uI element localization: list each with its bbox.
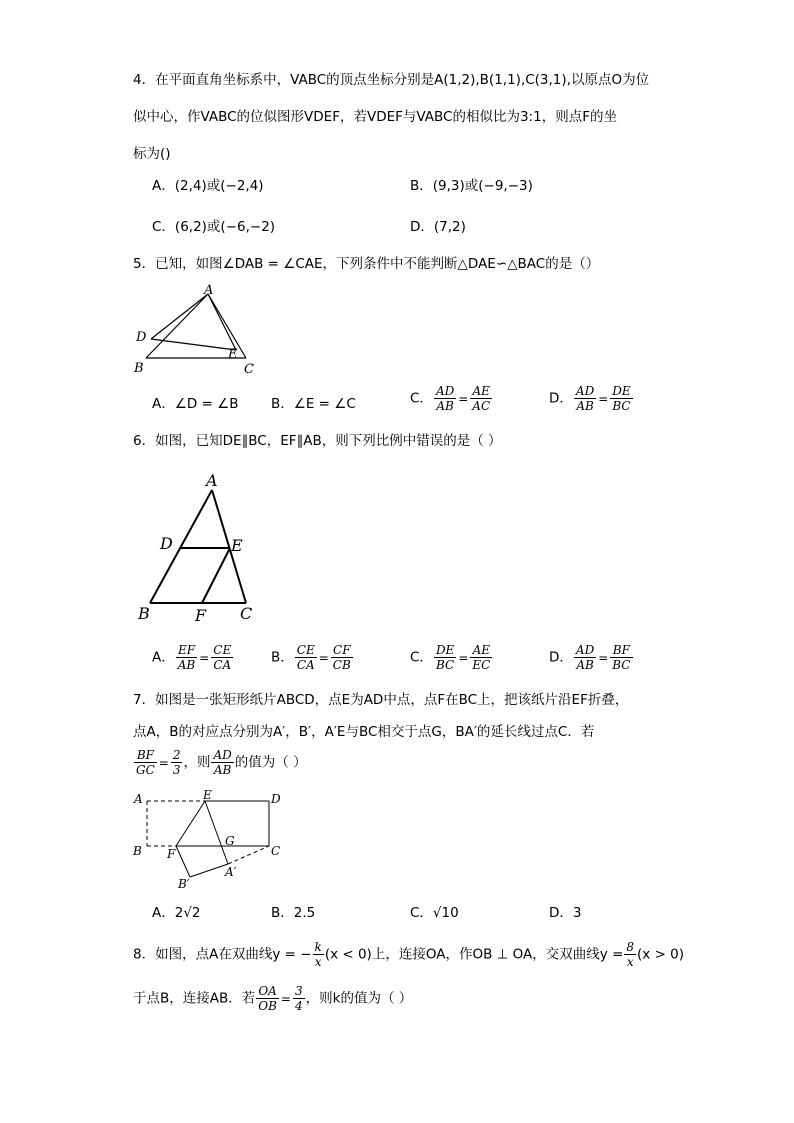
q5-label-b: B — [134, 361, 144, 376]
q5-line-1: 5．已知，如图∠DAB = ∠CAE，下列条件中不能判断△DAE∽△BAC的是（） — [133, 256, 600, 272]
q6-label-e: E — [231, 536, 243, 555]
q5-option-c-prefix: C． — [410, 390, 433, 407]
q6-option-a-equals: = — [199, 650, 210, 665]
q6-option-d-equals: = — [598, 650, 609, 665]
q7-option-c[interactable]: C．√10 — [410, 905, 459, 921]
q5-option-c-fraction-left: $\frac{AD}{AB}$ — [435, 384, 455, 413]
q6-option-d-fraction-right: $\frac{BF}{BC}$ — [612, 643, 631, 672]
q6-option-c-equals: = — [458, 650, 469, 665]
q8-fraction-oa-ob: $\frac{OA}{OB}$ — [258, 984, 277, 1013]
q5-label-e: E — [228, 347, 238, 362]
q6-label-d: D — [160, 534, 173, 553]
q6-option-c[interactable] — [410, 643, 493, 672]
q6-option-a[interactable] — [152, 643, 234, 672]
q7-line-3-end: 的值为（ ） — [234, 754, 307, 771]
q7-given-fraction-right: $\frac{2}{3}$ — [172, 748, 181, 777]
q6-line-1: 6．如图，已知DE∥BC，EF∥AB，则下列比例中错误的是（ ） — [133, 433, 502, 449]
q6-label-a: A — [206, 471, 218, 490]
q5-figure — [130, 282, 270, 378]
q8-line-1-c: (x > 0) — [637, 946, 685, 963]
q4-option-a[interactable]: A．(2,4)或(−2,4) — [152, 178, 264, 194]
q6-option-c-fraction-left: $\frac{DE}{BC}$ — [435, 643, 455, 672]
q7-asked-fraction: $\frac{AD}{AB}$ — [213, 748, 232, 777]
q8-fraction-8-over-x: $\frac{8}{x}$ — [626, 940, 635, 969]
q7-line-1: 7．如图是一张矩形纸片ABCD，点E为AD中点，点F在BC上，把该纸片沿EF折叠， — [133, 692, 629, 708]
q7-label-a: A — [134, 792, 143, 806]
q8-line-2-a: 于点B，连接AB．若 — [133, 990, 256, 1007]
q5-label-d: D — [136, 330, 147, 345]
q5-option-c[interactable] — [410, 384, 493, 413]
q5-option-b[interactable]: B．∠E = ∠C — [271, 396, 356, 412]
q6-label-c: C — [240, 604, 253, 623]
q6-option-b[interactable] — [271, 643, 354, 672]
q4-option-d[interactable]: D．(7,2) — [410, 219, 466, 235]
q6-option-d[interactable] — [549, 643, 634, 672]
q5-option-c-fraction-right: $\frac{AE}{AC}$ — [472, 384, 491, 413]
q6-option-a-fraction-left: $\frac{EF}{AB}$ — [177, 643, 196, 672]
q7-label-g: G — [225, 834, 235, 848]
q8-line-2-b: ，则k的值为（ ） — [305, 990, 413, 1007]
q5-label-c: C — [244, 362, 254, 377]
q4-option-c[interactable]: C．(6,2)或(−6,−2) — [152, 219, 276, 235]
q7-label-c: C — [271, 844, 281, 858]
q6-option-a-fraction-right: $\frac{CE}{CA}$ — [213, 643, 232, 672]
q7-label-a-prime: A′ — [225, 865, 237, 879]
q8-fraction-3-4: $\frac{3}{4}$ — [294, 984, 303, 1013]
q5-option-c-equals: = — [458, 391, 469, 406]
q7-line-3 — [133, 748, 307, 777]
q8-line-1-a: 8．如图，点A在双曲线y = − — [133, 946, 312, 963]
q8-line-1-b: (x < 0)上，连接OA，作OB ⊥ OA，交双曲线y = — [324, 946, 624, 963]
q6-option-c-prefix: C． — [410, 649, 433, 666]
q7-option-a[interactable]: A．2√2 — [152, 905, 201, 921]
q6-option-b-fraction-right: $\frac{CF}{CB}$ — [332, 643, 351, 672]
q4-line-3: 标为() — [133, 146, 171, 162]
q7-given-equals: = — [158, 755, 169, 770]
q6-option-b-fraction-left: $\frac{CE}{CA}$ — [296, 643, 315, 672]
q8-line-2 — [133, 984, 412, 1013]
q5-option-d-equals: = — [598, 391, 609, 406]
q6-option-b-equals: = — [318, 650, 329, 665]
q7-label-f: F — [167, 847, 176, 861]
q7-option-b[interactable]: B．2.5 — [271, 905, 316, 921]
q7-given-fraction-left: $\frac{BF}{GC}$ — [136, 748, 155, 777]
q6-label-f: F — [195, 606, 207, 625]
q5-option-d[interactable] — [549, 384, 634, 413]
q8-equals: = — [280, 991, 291, 1006]
q6-label-b: B — [138, 604, 150, 623]
q6-option-c-fraction-right: $\frac{AE}{EC}$ — [472, 643, 491, 672]
q7-line-3-mid: ，则 — [183, 754, 211, 771]
q6-option-a-prefix: A． — [152, 649, 175, 666]
q4-option-b[interactable]: B．(9,3)或(−9,−3) — [410, 178, 533, 194]
q5-option-d-fraction-right: $\frac{DE}{BC}$ — [612, 384, 631, 413]
q7-label-e: E — [203, 788, 212, 802]
q6-figure — [130, 468, 270, 628]
q4-line-1: 4．在平面直角坐标系中，VABC的顶点坐标分别是A(1,2),B(1,1),C(3,1),以原点O为位 — [133, 72, 650, 88]
q4-line-2: 似中心，作VABC的位似图形VDEF，若VDEF与VABC的相似比为3:1，则点F的坐 — [133, 109, 617, 125]
q8-line-1 — [133, 940, 684, 969]
q7-label-b: B — [133, 844, 142, 858]
q5-option-d-fraction-left: $\frac{AD}{AB}$ — [575, 384, 595, 413]
q6-option-d-fraction-left: $\frac{AD}{AB}$ — [575, 643, 595, 672]
q7-line-2: 点A，B的对应点分别为A′，B′，A′E与BC相交于点G，BA′的延长线过点C．若 — [133, 724, 595, 740]
q5-label-a: A — [204, 283, 214, 298]
q7-figure — [130, 788, 290, 894]
q6-option-d-prefix: D． — [549, 649, 573, 666]
q5-option-d-prefix: D． — [549, 390, 573, 407]
q7-option-d[interactable]: D．3 — [549, 905, 582, 921]
q6-option-b-prefix: B． — [271, 649, 294, 666]
q8-fraction-k-over-x: $\frac{k}{x}$ — [314, 940, 322, 969]
q7-label-d: D — [271, 792, 281, 806]
q5-option-a[interactable]: A．∠D = ∠B — [152, 396, 239, 412]
q7-label-b-prime: B′ — [178, 877, 190, 891]
